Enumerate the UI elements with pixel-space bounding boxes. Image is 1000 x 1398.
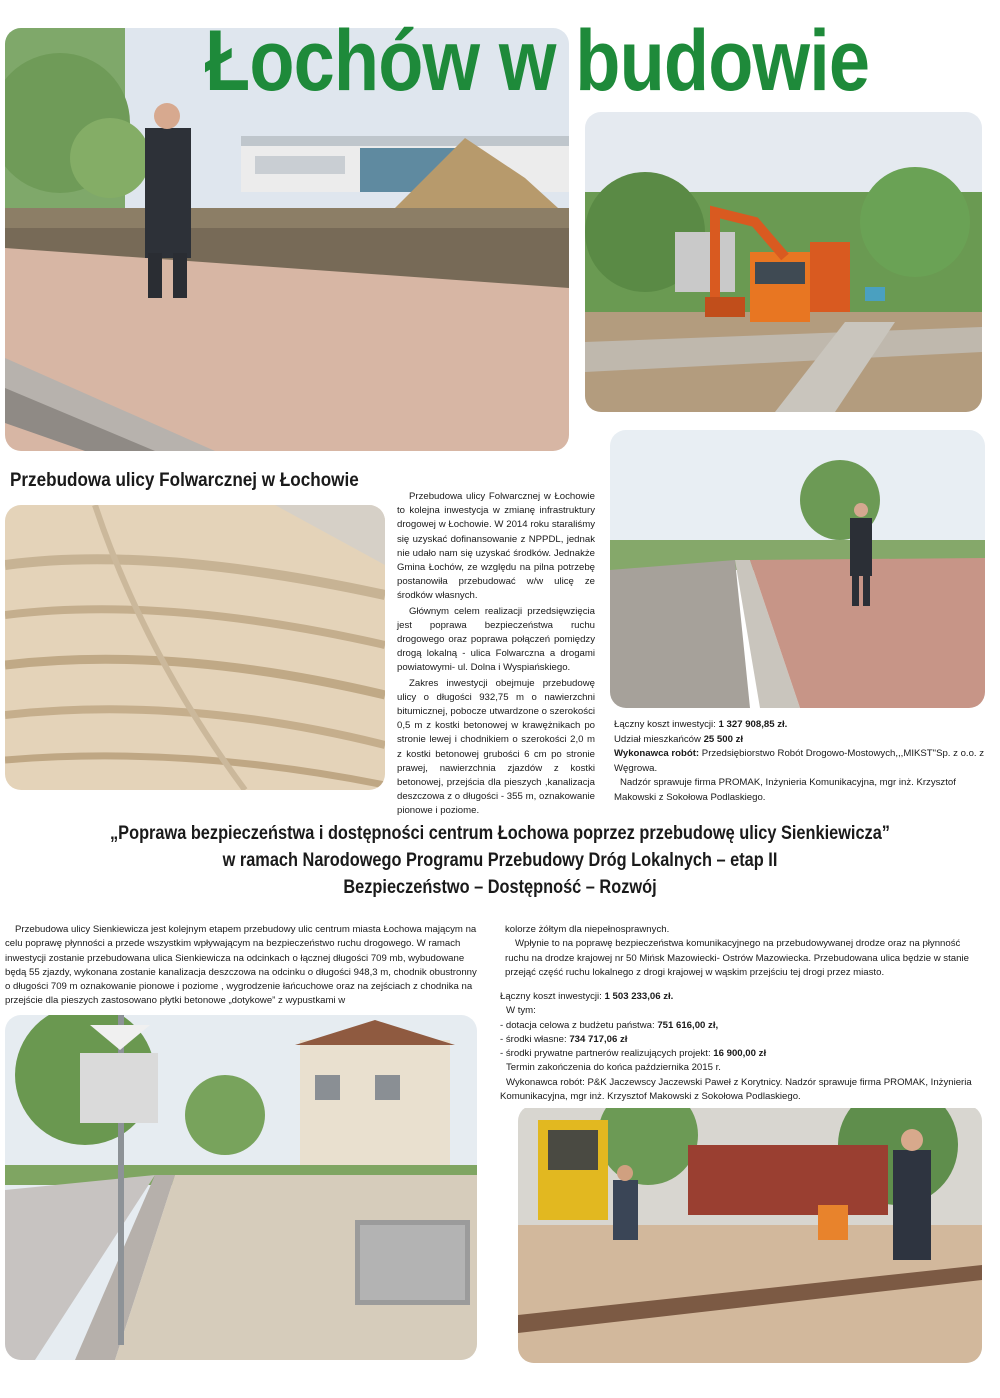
section2-cost-item: - dotacja celowa z budżetu państwa: 751 616,00 zł,	[500, 1019, 719, 1031]
section1-body	[397, 490, 595, 820]
section1-supervision: Nadzór sprawuje firma PROMAK, Inżynieria Komunikacyjna, mgr inż. Krzysztof Makowski z Sokołowa Podlaskiego.	[614, 777, 956, 803]
section2-costs	[498, 988, 978, 1108]
section2-paragraph: kolorze żółtym dla niepełnosprawnych.	[505, 924, 670, 935]
section2-deadline: Termin zakończenia do końca października 2015 r.	[506, 1062, 721, 1074]
section1-paragraph: Zakres inwestycji obejmuje przebudowę ulicy o długości 932,75 m o nawierzchni bitumicznej, pobocze utwardzone o szerokości 0,5 m z kostki betonowej w krawężnikach po stronie lewej i chodnikiem o szerokości 2,0 m z kostki betonowej grubości 6 cm po stronie prawej, nawierzchnia zjazdów z kostki betonowej, przejścia dla pieszych ,kanalizacja deszczowa z o długości - 355 m, oznakowanie pionowe i poziome.	[397, 677, 595, 817]
section2-paragraph: Przebudowa ulicy Sienkiewicza jest kolejnym etapem przebudowy ulic centrum miasta Łochowa mającym na celu poprawę płynności a przede wszystkim wpływającym na bezpieczeństwo ruchu drogowego. W ramach inwestycji zostanie przebudowana ulica Sienkiewicza na odcinkach o łącznej długości 709 mb, wybudowane będą 55 zjazdy, wykonana zostanie kanalizacja deszczowa na odcinku o długości 948,3 m, chodnik obustronny o długości 709 m oznakowanie pionowe i poziome , wygrodzenie łańcuchowe oraz na zejściach z chodnika na przejście dla pieszych zastosowano płytki betonowe „dotykowe” z wypustkami w	[5, 924, 477, 1007]
section2-heading-line: Bezpieczeństwo – Dostępność – Rozwój	[343, 877, 657, 898]
photo-street-sign-pallets	[5, 1015, 477, 1360]
section2-of-which: W tym:	[506, 1005, 536, 1017]
section1-heading: Przebudowa ulicy Folwarcznej w Łochowie	[10, 470, 359, 491]
section1-cost: Łączny koszt inwestycji: 1 327 908,85 zł.	[614, 719, 788, 730]
section2-cost: Łączny koszt inwestycji: 1 503 233,06 zł.	[500, 991, 674, 1002]
photo-man-new-road	[610, 430, 985, 708]
section2-cost-item: - środki własne: 734 717,06 zł	[500, 1033, 628, 1045]
section2-heading-line: w ramach Narodowego Programu Przebudowy Dróg Lokalnych – etap II	[222, 850, 778, 871]
section2-heading-line: „Poprawa bezpieczeństwa i dostępności centrum Łochowa poprzez przebudowę ulicy Sienkiewicza”	[110, 823, 890, 844]
section1-contractor: Wykonawca robót: Przedsiębiorstwo Robót Drogowo-Mostowych,,,MIKST"Sp. z o.o. z Węgrowa.	[614, 748, 985, 774]
section2-heading	[0, 820, 1000, 901]
photo-sandy-road-tracks	[5, 505, 385, 790]
section1-facts	[614, 718, 986, 805]
section2-contractor: Wykonawca robót: P&K Jaczewscy Jaczewski Paweł z Korytnicy. Nadzór sprawuje firma PROMAK, Inżynieria Komunikacyjna, mgr inż. Krzysztof Makowski z Sokołowa Podlaskiego.	[500, 1076, 972, 1103]
section2-left-text	[5, 923, 480, 1009]
section2-right-text	[505, 923, 975, 980]
section2-paragraph: Wpłynie to na poprawę bezpieczeństwa komunikacyjnego na przebudowywanej drodze oraz na płynność ruchu na drodze krajowej nr 50 Mińsk Mazowiecki- Ostrów Mazowiecka. Przebudowana ulica będzie w stanie przejąć część ruchu lokalnego z drogi krajowej w wąskim przejściu tej drogi przez miasto.	[505, 938, 969, 978]
photo-excavator-truck	[585, 112, 982, 412]
section2-cost-item: - środki prywatne partnerów realizujących projekt: 16 900,00 zł	[500, 1048, 767, 1060]
section1-paragraph: Przebudowa ulicy Folwarcznej w Łochowie to kolejna inwestycja w zmianę infrastruktury drogowej w Łochowie. W 2014 roku staraliśmy się uzyskać dofinansowanie z NPPDL, jednak nie udało nam się uzyskać środków. Jednakże Gmina Łochów, ze względu na pilna potrzebę postanowiła przebudować w/w ulicę ze środków własnych.	[397, 491, 595, 602]
section1-residents-share: Udział mieszkańców 25 500 zł	[614, 733, 744, 745]
page-title: Łochów w budowie	[205, 13, 870, 109]
photo-workers-curbs	[518, 1105, 982, 1363]
section1-paragraph: Głównym celem realizacji przedsięwzięcia jest poprawa bezpieczeństwa ruchu drogowego oraz poprawa połączeń pomiędzy drogą lokalną - ulica Folwarczna a drogami powiatowymi- ul. Dolna i Wyspiańskiego.	[397, 605, 595, 674]
